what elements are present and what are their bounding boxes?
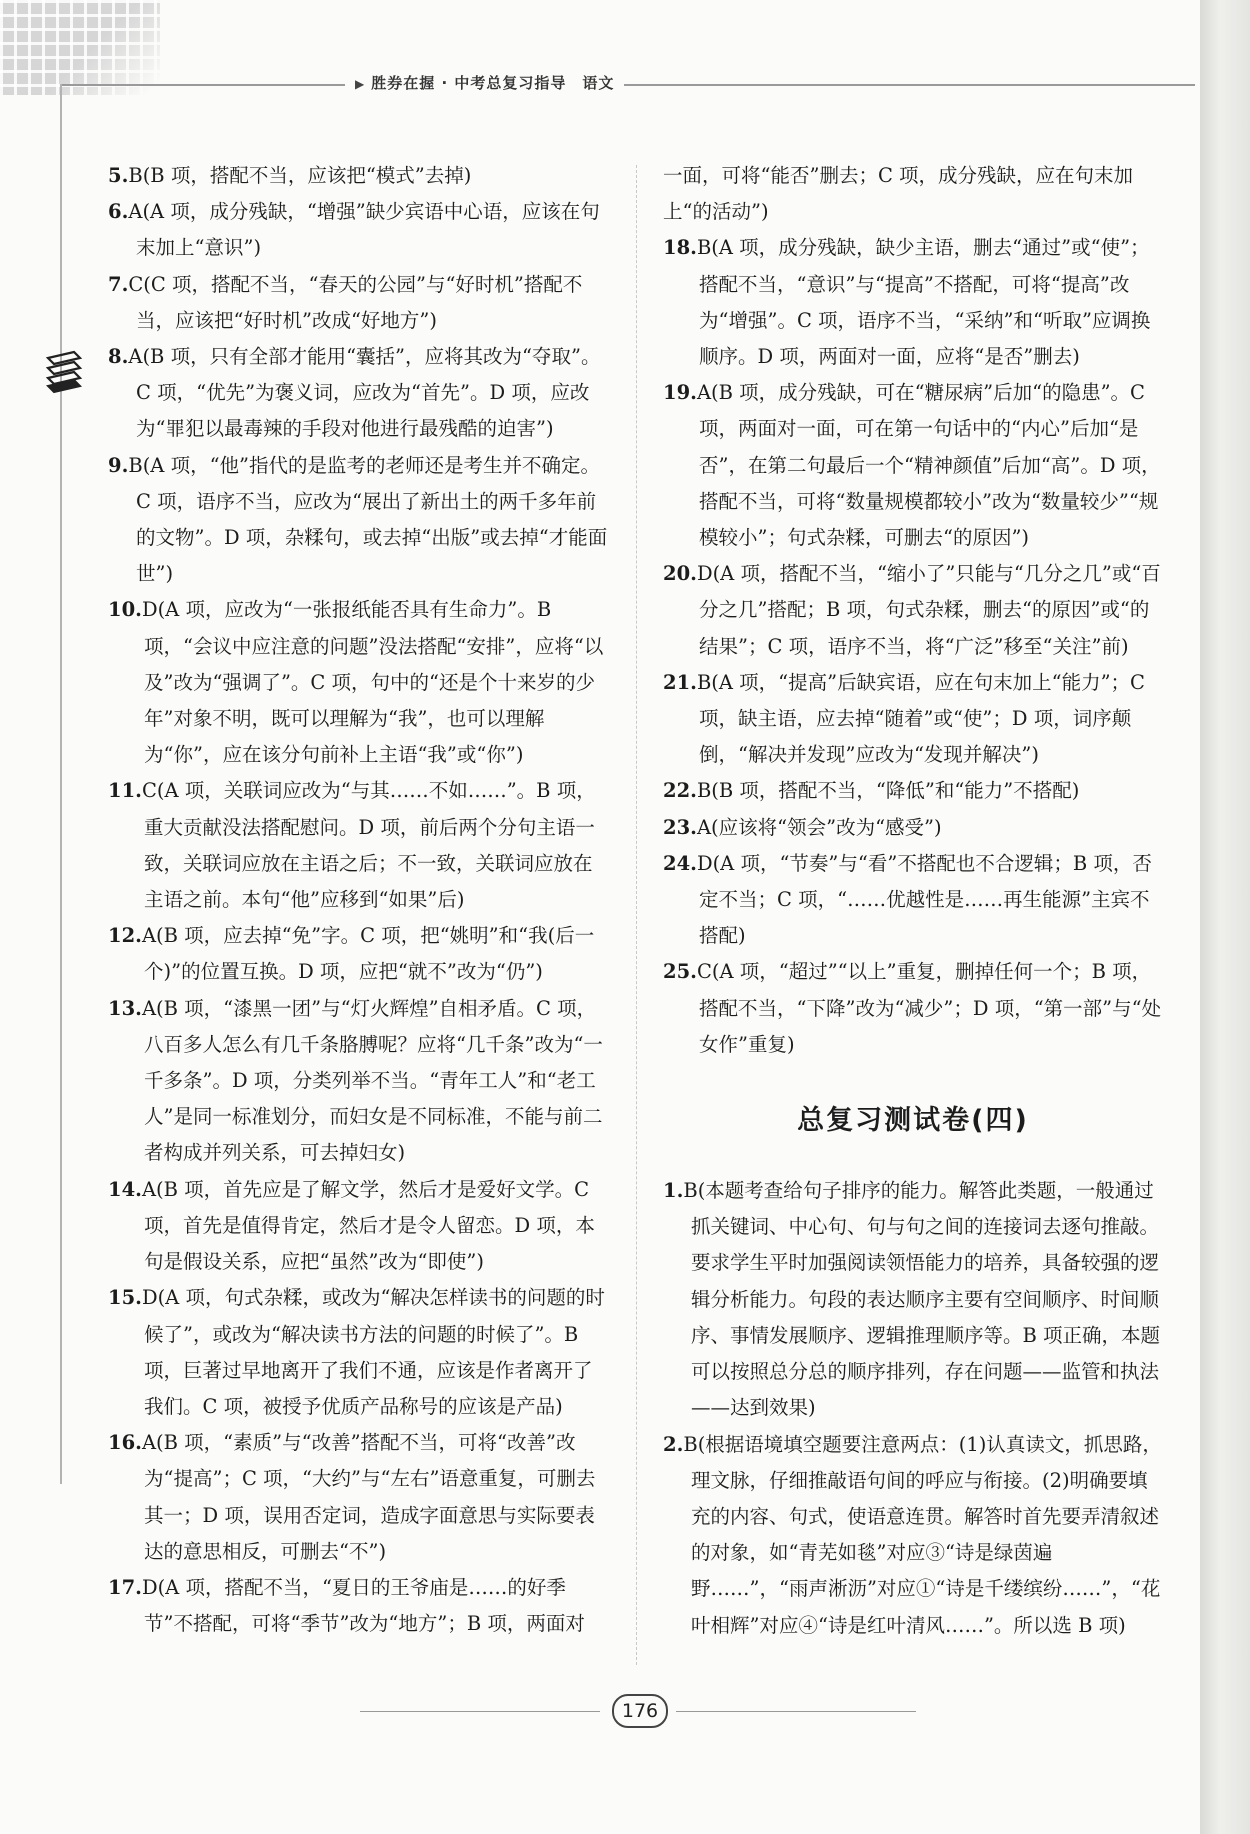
answer-text: C(C 项，搭配不当，“春天的公园”与“好时机”搭配不当，应该把“好时机”改成“好地方”) (128, 272, 583, 332)
answer-text: A(B 项，成分残缺，可在“糖尿病”后加“的隐患”。C 项，两面对一面，可在第一句话中的“内心”后加“是否”，在第二句最后一个“精神颜值”后加“高”。D 项，搭配不当，可将“数量规模都较小”改为“数量较少”“规模较小”；句式杂糅，可删去“的原因”) (696, 381, 1161, 550)
answer-number: 25. (663, 960, 697, 984)
answer-item (663, 954, 1163, 1063)
arrow-icon: ▶ (355, 77, 366, 91)
continued-answer-text: 一面，可将“能否”删去；C 项，成分残缺，应在句末加上“的活动”) (663, 164, 1134, 224)
answer-list-right (663, 230, 1163, 1063)
answer-number: 11. (108, 779, 142, 803)
answer-number: 9. (108, 453, 129, 477)
page-edge-shadow (1200, 0, 1250, 1834)
answer-text: B(A 项，“他”指代的是监考的老师还是考生并不确定。C 项，语序不当，应改为“展出了新出土的两千多年前的文物”。D 项，杂糅句，或去掉“出版”或去掉“才能面世”) (128, 453, 608, 586)
page-number: 176 (612, 1694, 668, 1728)
answer-item (663, 375, 1163, 556)
answer-number: 23. (663, 815, 697, 839)
answer-number: 5. (108, 164, 129, 187)
answer-text: C(A 项，“超过”“以上”重复，删掉任何一个；B 项，搭配不当，“下降”改为“减少”；D 项，“第一部”与“处女作”重复) (696, 960, 1162, 1056)
answer-item (663, 810, 1163, 846)
page-number-rule-right (676, 1711, 916, 1712)
answer-text: D(A 项，搭配不当，“夏日的王爷庙是……的好季节”不搭配，可将“季节”改为“地方”；B 项，两面对 (141, 1575, 585, 1636)
header-rule (60, 84, 1195, 86)
answer-text: B(本题考查给句子排序的能力。解答此类题，一般通过抓关键词、中心句、句与句之间的连接词去逐句推敲。要求学生平时加强阅读领悟能力的培养，具备较强的逻辑分析能力。句段的表达顺序主要有空间顺序、时间顺序、事情发展顺序、逻辑推理顺序等。B 项正确，本题可以按照总分总的顺序排列，存在问题——监管和执法——达到效果) (683, 1179, 1161, 1420)
answer-item (108, 267, 608, 339)
page-number-rule-left (360, 1711, 600, 1712)
answer-number: 24. (663, 851, 697, 875)
answer-item (663, 556, 1163, 665)
answer-item (108, 448, 608, 593)
answer-item (108, 1280, 608, 1425)
running-header-title: 胜券在握 · 中考总复习指导 语文 (371, 74, 615, 92)
answer-text: A(A 项，成分残缺，“增强”缺少宾语中心语，应该在句末加上“意识”) (128, 200, 600, 260)
column-divider (636, 165, 637, 1665)
answer-text: D(A 项，“节奏”与“看”不搭配也不合逻辑；B 项，否定不当；C 项，“……优越性是……再生能源”主宾不搭配) (696, 851, 1152, 948)
answer-item (663, 773, 1163, 809)
answer-item (108, 918, 608, 990)
answer-number: 7. (108, 272, 129, 296)
answer-text: A(B 项，“漆黑一团”与“灯火辉煌”自相矛盾。C 项，八百多人怎么有几千条胳膊呢？应将“几千条”改为“一千多条”。D 项，分类列举不当。“青年工人”和“老工人”是同一标准划分，而妇女是不同标准，不能与前二者构成并列关系，可去掉妇女) (141, 996, 603, 1165)
answer-text: A(B 项，只有全部才能用“囊括”，应将其改为“夺取”。C 项，“优先”为褒义词，应改为“首先”。D 项，应改为“罪犯以最毒辣的手段对他进行最残酷的迫害”) (128, 345, 601, 441)
answer-item (108, 773, 608, 918)
left-column (108, 158, 608, 1642)
answer-item (108, 194, 608, 266)
answer-number: 8. (108, 345, 129, 369)
book-stack-icon (44, 350, 84, 394)
answer-text: B(A 项，成分残缺，缺少主语，删去“通过”或“使”；搭配不当，“意识”与“提高”不搭配，可将“提高”改为“增强”。C 项，语序不当，“采纳”和“听取”应调换顺序。D 项，两面对一面，应将“是否”删去) (696, 236, 1151, 369)
answer-text: D(A 项，句式杂糅，或改为“解决怎样读书的问题的时候了”，或改为“解决读书方法的问题的时候了”。B 项，巨著过早地离开了我们不通，应该是作者离开了我们。C 项，被授予优质产品称号的应该是产品) (141, 1286, 605, 1418)
answer-number: 21. (663, 670, 697, 694)
answer-number: 14. (108, 1177, 142, 1201)
answer-item (663, 230, 1163, 375)
answer-item (108, 158, 608, 194)
answer-text: B(B 项，搭配不当，应该把“模式”去掉) (128, 164, 472, 187)
answer-number: 1. (663, 1179, 684, 1203)
answer-text: A(B 项，首先应是了解文学，然后才是爱好文学。C 项，首先是值得肯定，然后才是令人留恋。D 项，本句是假设关系，应把“虽然”改为“即使”) (141, 1177, 595, 1274)
answer-number: 17. (108, 1575, 142, 1599)
answer-number: 6. (108, 200, 129, 224)
answer-text: B(根据语境填空题要注意两点：(1)认真读文，抓思路，理文脉，仔细推敲语句间的呼应与衔接。(2)明确要填充的内容、句式，使语意连贯。解答时首先要弄清叙述的对象，如“青芜如毯”对应③“诗是绿茵遍野……”，“雨声淅沥”对应①“诗是千缕缤纷……”，“花叶相辉”对应④“诗是红叶清风……”。所以选 B 项) (683, 1432, 1162, 1637)
answer-number: 16. (108, 1431, 142, 1455)
answer-number: 19. (663, 381, 697, 405)
answer-text: D(A 项，搭配不当，“缩小了”只能与“几分之几”或“百分之几”搭配；B 项，句式杂糅，删去“的原因”或“的结果”；C 项，语序不当，将“广泛”移至“关注”前) (696, 562, 1161, 658)
answer-item (108, 339, 608, 448)
answer-item (108, 592, 608, 773)
answer-text: C(A 项，关联词应改为“与其……不如……”。B 项，重大贡献没法搭配慰问。D 项，前后两个分句主语一致，关联词应放在主语之后；不一致，关联词应放在主语之前。本句“他”应移到“如果”后) (141, 779, 596, 912)
answer-number: 20. (663, 562, 697, 586)
answer-text: A(B 项，“素质”与“改善”搭配不当，可将“改善”改为“提高”；C 项，“大约”与“左右”语意重复，可删去其一；D 项，误用否定词，造成字面意思与实际要表达的意思相反，可删去“不”) (141, 1431, 596, 1563)
header-grid-decoration (0, 0, 160, 95)
margin-rule (60, 84, 62, 1484)
answer-item (108, 1570, 608, 1642)
answer-text: B(A 项，“提高”后缺宾语，应在句末加上“能力”；C 项，缺主语，应去掉“随着”或“使”；D 项，词序颠倒，“解决并发现”应改为“发现并解决”) (696, 670, 1145, 767)
answer-text: A(应该将“领会”改为“感受”) (696, 815, 942, 839)
right-column (663, 158, 1163, 1644)
answer-item (663, 1173, 1163, 1426)
answer-text: A(B 项，应去掉“免”字。C 项，把“姚明”和“我(后一个)”的位置互换。D 项，应把“就不”改为“仍”) (141, 924, 595, 984)
answer-number: 22. (663, 779, 697, 803)
answer-number: 10. (108, 598, 142, 622)
answer-item (108, 991, 608, 1172)
answer-number: 2. (663, 1432, 684, 1456)
answer-number: 13. (108, 996, 142, 1020)
running-header (345, 72, 624, 96)
answer-number: 18. (663, 236, 697, 260)
answer-text: D(A 项，应改为“一张报纸能否具有生命力”。B 项，“会议中应注意的问题”没法搭配“安排”，应将“以及”改为“强调了”。C 项，句中的“还是个十来岁的少年”对象不明，既可以理解为“我”，也可以理解为“你”，应在该分句前补上主语“我”或“你”) (141, 598, 604, 767)
section-title: 总复习测试卷(四) (797, 1105, 1029, 1137)
section-answer-list (663, 1173, 1163, 1644)
answer-number: 15. (108, 1286, 142, 1310)
answer-text: B(B 项，搭配不当，“降低”和“能力”不搭配) (696, 779, 1080, 803)
answer-item (663, 1427, 1163, 1644)
answer-number: 12. (108, 924, 142, 948)
answer-item (108, 1425, 608, 1570)
answer-item (663, 665, 1163, 774)
answer-item (108, 1172, 608, 1281)
answer-item (663, 846, 1163, 955)
